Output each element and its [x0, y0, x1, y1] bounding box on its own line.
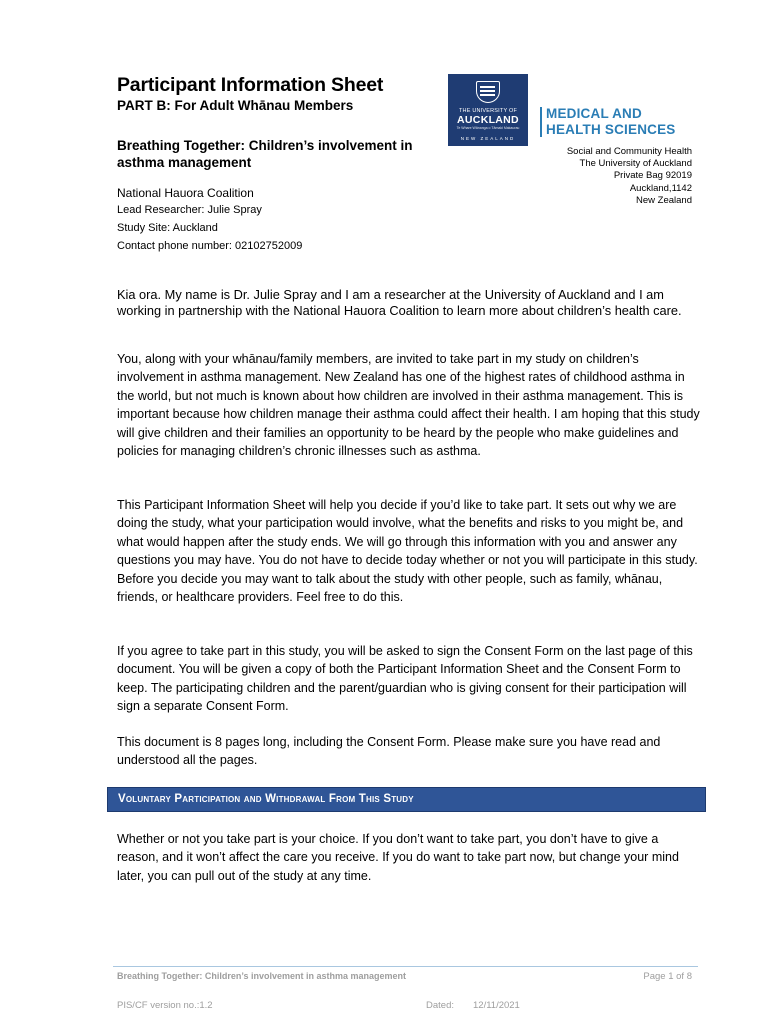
address-block: [567, 146, 692, 207]
university-logo: [448, 74, 528, 146]
dated-value: 12/11/2021: [473, 1000, 520, 1011]
faculty-name: [546, 106, 676, 138]
address-line: New Zealand: [636, 194, 692, 206]
page-title: Participant Information Sheet: [117, 74, 384, 96]
section-heading: Voluntary Participation and Withdrawal From This Study: [118, 793, 414, 805]
version-number: PIS/CF version no.:1.2: [117, 1000, 213, 1011]
page-subtitle: PART B: For Adult Whānau Members: [117, 98, 354, 113]
address-line: The University of Auckland: [579, 158, 692, 170]
lead-researcher: Lead Researcher: Julie Spray: [117, 204, 262, 216]
logo-line-3: Te Whare Wānanga o Tāmaki Makaurau: [456, 126, 520, 130]
study-site: Study Site: Auckland: [117, 222, 218, 234]
faculty-divider: [540, 107, 542, 137]
crest-icon: [476, 81, 500, 103]
footer-divider: [113, 966, 698, 967]
consent-paragraph: If you agree to take part in this study, you will be asked to sign the Consent Form on the last page of this document. You will be given a copy of both the Participant Information Sheet and the Consent Form to keep. The participating children and the parent/guardian who is giving consent for their participation will sign a separate Consent Form.: [117, 644, 693, 714]
study-paragraph: You, along with your whānau/family members, are invited to take part in my study on children’s involvement in asthma management. New Zealand has one of the highest rates of childhood asthma in the world, but not much is known about how children are involved in their asthma management. This is important because how children manage their asthma could affect their health. I am hoping that this study will give children and their families an opportunity to be heard by the people who make guidelines and policies for managing children’s chronic illnesses such as asthma.: [117, 352, 700, 459]
address-line: Auckland,1142: [629, 182, 692, 194]
voluntary-paragraph: Whether or not you take part is your choice. If you don’t want to take part, you don’t have to give a reason, and it won’t affect the care you receive. If you do want to take part now, but change your mind later, you can pull out of the study at any time.: [117, 832, 679, 883]
faculty-line-2: HEALTH SCIENCES: [546, 122, 676, 137]
faculty-line-1: MEDICAL AND: [546, 106, 642, 121]
length-paragraph: This document is 8 pages long, including the Consent Form. Please make sure you have read and understood all the pages.: [117, 735, 661, 768]
address-line: Private Bag 92019: [613, 170, 692, 182]
coalition-name: National Hauora Coalition: [117, 186, 254, 200]
logo-line-4: NEW ZEALAND: [460, 136, 516, 141]
intro-paragraph: Kia ora. My name is Dr. Julie Spray and I am a researcher at the University of Auckland and I am working in partnership with the National Hauora Coalition to learn more about children’s health care.: [117, 287, 682, 318]
dated-label: Dated:: [426, 1000, 454, 1011]
page-number: Page 1 of 8: [643, 971, 692, 982]
footer-title: Breathing Together: Children’s involvement in asthma management: [117, 971, 407, 981]
study-title: Breathing Together: Children’s involvement in asthma management: [117, 138, 413, 170]
logo-line-1: THE UNIVERSITY OF: [459, 108, 517, 114]
section-heading-bar: [107, 787, 706, 812]
address-line: Social and Community Health: [566, 146, 692, 157]
contact-phone: Contact phone number: 02102752009: [117, 240, 303, 252]
logo-line-2: AUCKLAND: [457, 114, 519, 126]
purpose-paragraph: This Participant Information Sheet will help you decide if you’d like to take part. It sets out why we are doing the study, what your participation would involve, what the benefits and risks to you might be, and what would happen after the study ends. We will go through this information with you and answer any questions you may have. You do not have to decide today whether or not you will participate in this study. Before you decide you may want to talk about the study with other people, such as family, whānau, friends, or healthcare providers. Feel free to do this.: [117, 498, 698, 605]
